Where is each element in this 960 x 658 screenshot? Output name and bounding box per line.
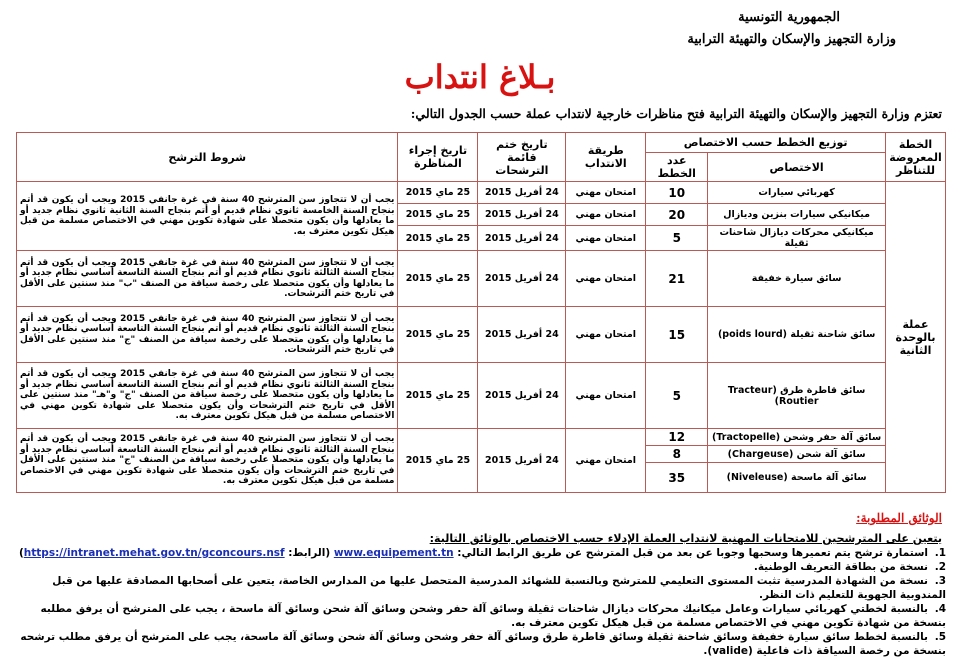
count-cell: 21 bbox=[646, 251, 708, 307]
specialty-cell: سائق آلة شحن (Chargeuse) bbox=[708, 446, 886, 463]
conditions-cell: يجب أن لا تتجاوز سن المترشح 40 سنة في غرة جانفي 2015 ويجب أن يكون قد أتم بنجاح السنة الثالثة ثانوي نظام قديم أو أتم بنجاح السنة التاسعة أساسي نظام جديد أو ما يعادلها وأن يكون متحصلا على رخصة سياقة من الصنف "ج" منذ سنتين على الأقل في تاريخ ختم الترشحات. bbox=[17, 307, 398, 363]
list-item bbox=[11, 560, 946, 574]
header-plan: الخطة المعروضة للتناظر bbox=[886, 133, 946, 182]
deadline-cell: 24 أفريل 2015 bbox=[478, 363, 566, 429]
table-row bbox=[17, 307, 946, 363]
item-number: 2. bbox=[934, 561, 946, 573]
deadline-cell: 24 أفريل 2015 bbox=[478, 204, 566, 226]
item-number: 4. bbox=[934, 603, 946, 615]
deadline-cell: 24 أفريل 2015 bbox=[478, 429, 566, 493]
count-cell: 10 bbox=[646, 182, 708, 204]
exam-date-cell: 25 ماي 2015 bbox=[398, 226, 478, 251]
method-cell: امتحان مهني bbox=[566, 182, 646, 204]
item-text: استمارة ترشح يتم تعميرها وسحبها وجوبا عن بعد من قبل المترشح عن طريق الرابط التالي: bbox=[453, 547, 928, 559]
header-conditions: شروط الترشح bbox=[17, 133, 398, 182]
item-number: 1. bbox=[934, 547, 946, 559]
deadline-cell: 24 أفريل 2015 bbox=[478, 251, 566, 307]
count-cell: 5 bbox=[646, 363, 708, 429]
specialty-cell: سائق شاحنة ثقيلة (poids lourd) bbox=[708, 307, 886, 363]
header-deadline: تاريخ ختم قائمة الترشحات bbox=[478, 133, 566, 182]
method-cell: امتحان مهني bbox=[566, 307, 646, 363]
positions-table bbox=[16, 132, 946, 493]
item-text: بالنسبة لخطتي كهربائي سيارات وعامل ميكانيك محركات ديازال شاحنات ثقيلة وسائق آلة حفر وشحن وسائق آلة شحن وسائق آلة ماسحة ، يجب على المترشح أن يرفق مطلبه بنسخة من شهادة تكوين مهني في الاختصاص مسلمة من قبل هيكل تكوين معترف به. bbox=[40, 603, 946, 629]
list-item bbox=[11, 546, 946, 560]
exam-date-cell: 25 ماي 2015 bbox=[398, 363, 478, 429]
method-cell: امتحان مهني bbox=[566, 204, 646, 226]
count-cell: 5 bbox=[646, 226, 708, 251]
item-number: 3. bbox=[934, 575, 946, 587]
ministry-header: وزارة التجهيز والإسكان والتهيئة الترابية bbox=[687, 32, 896, 47]
table-row bbox=[17, 429, 946, 446]
table-row bbox=[17, 251, 946, 307]
conditions-cell: يجب أن لا تتجاوز سن المترشح 40 سنة في غرة جانفي 2015 ويجب أن يكون قد أتم بنجاح السنة الثالثة ثانوي نظام قديم أو أتم بنجاح السنة التاسعة أساسي نظام جديد أو ما يعادلها وأن يكون متحصلا على رخصة سياقة من الصنف "ب" منذ سنتين على الأقل في تاريخ ختم الترشحات. bbox=[17, 251, 398, 307]
conditions-cell: يجب أن لا تتجاوز سن المترشح 40 سنة في غرة جانفي 2015 ويجب أن يكون قد أتم بنجاح السنة الثالثة ثانوي نظام قديم أو أتم بنجاح السنة التاسعة أساسي نظام جديد أو ما يعادلها وأن يكون متحصلا على رخصة سياقة من الصنف "ج" منذ سنتين على الأقل في تاريخ ختم الترشحات وأن يكون متحصلا على شهادة تكوين مهني في الاختصاص مسلمة من قبل هيكل تكوين معترف به. bbox=[17, 429, 398, 493]
method-cell: امتحان مهني bbox=[566, 363, 646, 429]
intro-text: تعتزم وزارة التجهيز والإسكان والتهيئة الترابية فتح مناظرات خارجية لانتداب عملة حسب الجدول التالي: bbox=[410, 106, 942, 121]
method-cell: امتحان مهني bbox=[566, 429, 646, 493]
deadline-cell: 24 أفريل 2015 bbox=[478, 307, 566, 363]
republic-header: الجمهورية التونسية bbox=[738, 10, 840, 25]
deadline-cell: 24 أفريل 2015 bbox=[478, 182, 566, 204]
count-cell: 8 bbox=[646, 446, 708, 463]
header-method: طريقة الانتداب bbox=[566, 133, 646, 182]
item-text: نسخة من بطاقة التعريف الوطنية. bbox=[753, 561, 928, 573]
item-text: نسخة من الشهادة المدرسية تثبت المستوى التعليمي للمترشح وبالنسبة للشهائد المدرسية المتحصل عليها من المدارس الخاصة، يتعين على أصحابها المصادقة عليها من قبل المندوبية الجهوية للتعليم ذات النظر. bbox=[52, 575, 946, 601]
announcement-title: بـلاغ انتداب bbox=[404, 58, 556, 96]
equipement-link[interactable]: www.equipement.tn bbox=[333, 547, 454, 559]
count-cell: 12 bbox=[646, 429, 708, 446]
documents-title: الوثائق المطلوبة: bbox=[856, 511, 942, 525]
table-row bbox=[17, 363, 946, 429]
specialty-cell: سائق سيارة خفيفة bbox=[708, 251, 886, 307]
documents-list bbox=[11, 546, 946, 658]
deadline-cell: 24 أفريل 2015 bbox=[478, 226, 566, 251]
method-cell: امتحان مهني bbox=[566, 226, 646, 251]
count-cell: 35 bbox=[646, 463, 708, 493]
count-cell: 15 bbox=[646, 307, 708, 363]
exam-date-cell: 25 ماي 2015 bbox=[398, 307, 478, 363]
list-item bbox=[11, 602, 946, 630]
header-exam-date: تاريخ إجراء المناظرة bbox=[398, 133, 478, 182]
exam-date-cell: 25 ماي 2015 bbox=[398, 182, 478, 204]
documents-intro: يتعين على المترشحين للامتحانات المهنية لانتداب العملة الإدلاء حسب الاختصاص بالوثائق التالية: bbox=[429, 532, 942, 545]
item-text: ) bbox=[18, 547, 24, 559]
count-cell: 20 bbox=[646, 204, 708, 226]
intranet-link[interactable]: https://intranet.mehat.gov.tn/gconcours.nsf bbox=[23, 547, 285, 559]
specialty-cell: سائق آلة حفر وشحن (Tractopelle) bbox=[708, 429, 886, 446]
exam-date-cell: 25 ماي 2015 bbox=[398, 251, 478, 307]
header-count: عدد الخطط bbox=[646, 153, 708, 182]
list-item bbox=[11, 574, 946, 602]
exam-date-cell: 25 ماي 2015 bbox=[398, 204, 478, 226]
table-row bbox=[17, 182, 946, 204]
header-specialty: الاختصاص bbox=[708, 153, 886, 182]
item-number: 5. bbox=[934, 631, 946, 643]
item-text: (الرابط: bbox=[284, 547, 334, 559]
conditions-cell: يجب أن لا تتجاوز سن المترشح 40 سنة في غرة جانفي 2015 ويجب أن يكون قد أتم بنجاح السنة الخامسة ثانوي نظام قديم أو أتم بنجاح السنة الثانية ثانوي نظام جديد أو ما يعادلها وأن يكون متحصلا على شهادة تكوين مهني في الاختصاص مسلمة من قبل هيكل تكوين معترف به. bbox=[17, 182, 398, 251]
item-text: بالنسبة لخطط سائق سيارة خفيفة وسائق شاحنة ثقيلة وسائق قاطرة طرق وسائق آلة حفر وشحن وسائق آلة شحن وسائق آلة ماسحة، يجب على المترشح أن يرفق مطلب ترشحه بنسخة من رخصة السياقة ذات فاعلية (valide). bbox=[20, 631, 946, 657]
specialty-cell: ميكانيكي محركات ديازال شاحنات ثقيلة bbox=[708, 226, 886, 251]
header-distribution: توزيع الخطط حسب الاختصاص bbox=[646, 133, 886, 153]
specialty-cell: سائق آلة ماسحة (Niveleuse) bbox=[708, 463, 886, 493]
specialty-cell: كهربائي سيارات bbox=[708, 182, 886, 204]
exam-date-cell: 25 ماي 2015 bbox=[398, 429, 478, 493]
conditions-cell: يجب أن لا تتجاوز سن المترشح 40 سنة في غرة جانفي 2015 ويجب أن يكون قد أتم بنجاح السنة الثالثة ثانوي نظام قديم أو أتم بنجاح السنة التاسعة أساسي نظام جديد أو ما يعادلها وأن يكون متحصلا على رخصة سياقة من الصنف "ج" و"هـ" منذ سنتين على الأقل في تاريخ ختم الترشحات وأن يكون متحصلا على شهادة تكوين مهني في الاختصاص مسلمة من قبل هيكل تكوين معترف به. bbox=[17, 363, 398, 429]
specialty-cell: سائق قاطرة طرق (Tracteur Routier) bbox=[708, 363, 886, 429]
method-cell: امتحان مهني bbox=[566, 251, 646, 307]
plan-cell: عملة بالوحدة الثانية bbox=[886, 182, 946, 493]
specialty-cell: ميكانيكي سيارات بنزين وديازال bbox=[708, 204, 886, 226]
